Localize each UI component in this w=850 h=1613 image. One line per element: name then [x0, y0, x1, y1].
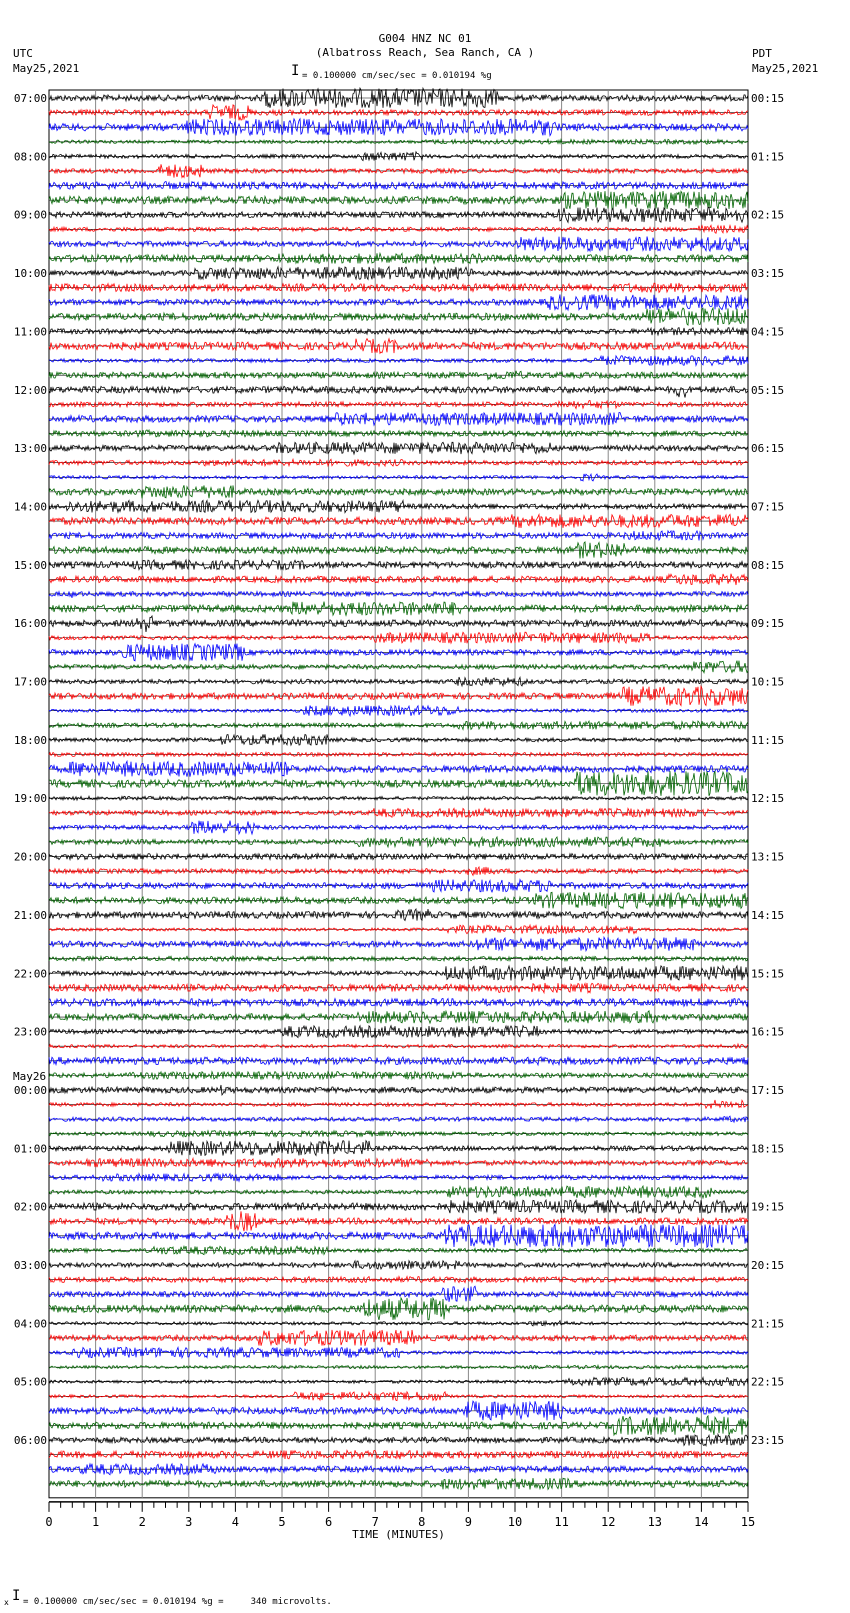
- x-tick-label: 1: [91, 1514, 100, 1529]
- pdt-hour-label: 14:15: [751, 908, 785, 922]
- utc-hour-label: 06:00: [13, 1434, 47, 1448]
- x-tick-label: 12: [600, 1514, 616, 1529]
- station-location: (Albatross Reach, Sea Ranch, CA ): [315, 46, 535, 59]
- utc-hour-label: 17:00: [13, 675, 47, 689]
- pdt-hour-label: 19:15: [751, 1200, 785, 1214]
- pdt-hour-label: 20:15: [751, 1259, 785, 1272]
- x-tick-label: 6: [324, 1514, 333, 1529]
- pdt-hour-label: 13:15: [751, 850, 785, 864]
- utc-hour-label: 22:00: [13, 967, 47, 981]
- pdt-hour-label: 06:15: [751, 442, 785, 456]
- x-tick-label: 13: [647, 1514, 663, 1529]
- utc-hour-label: 12:00: [13, 383, 47, 397]
- x-tick-label: 11: [554, 1514, 569, 1529]
- utc-hour-label: 00:00: [13, 1083, 47, 1097]
- seismic-trace: [49, 401, 748, 409]
- left-date: May25,2021: [13, 62, 80, 75]
- seismic-trace: [49, 796, 748, 800]
- utc-hour-label: 19:00: [13, 792, 47, 806]
- seismic-trace: [49, 616, 748, 632]
- x-tick-label: 5: [278, 1514, 286, 1529]
- seismic-trace: [49, 966, 748, 981]
- utc-hour-label: 08:00: [13, 150, 47, 164]
- pdt-hour-label: 01:15: [751, 150, 785, 164]
- x-axis-title: TIME (MINUTES): [352, 1527, 445, 1541]
- pdt-hour-label: 17:15: [751, 1083, 785, 1097]
- pdt-hour-label: 03:15: [751, 267, 785, 281]
- x-tick-label: 3: [185, 1514, 193, 1529]
- utc-hour-label: 02:00: [13, 1200, 47, 1214]
- utc-hour-label: 03:00: [13, 1259, 47, 1272]
- pdt-hour-label: 21:15: [751, 1317, 785, 1331]
- footer-marker: x: [4, 1598, 9, 1607]
- pdt-hour-label: 18:15: [751, 1142, 785, 1156]
- utc-hour-label: 23:00: [13, 1025, 47, 1039]
- pdt-hour-label: 04:15: [751, 325, 785, 339]
- utc-hour-label: 07:00: [13, 92, 47, 105]
- pdt-hour-label: 22:15: [751, 1375, 785, 1389]
- utc-hour-label: 15:00: [13, 558, 47, 572]
- utc-hour-label: 16:00: [13, 617, 47, 631]
- left-timezone: UTC: [13, 47, 33, 60]
- x-tick-label: 15: [740, 1514, 756, 1529]
- utc-hour-label: 10:00: [13, 267, 47, 281]
- pdt-hour-label: 23:15: [751, 1434, 785, 1448]
- footer-scale-bar-icon: I: [12, 1588, 21, 1604]
- x-tick-label: 14: [694, 1514, 709, 1529]
- seismic-trace: [49, 371, 748, 380]
- pdt-hour-label: 07:15: [751, 500, 785, 514]
- header-scale-text: = 0.100000 cm/sec/sec = 0.010194 %g: [302, 71, 492, 81]
- pdt-hour-label: 00:15: [751, 92, 785, 105]
- x-tick-label: 9: [464, 1514, 473, 1529]
- date-change-label: May26: [13, 1069, 47, 1083]
- seismic-trace: [49, 225, 748, 233]
- x-tick-label: 8: [418, 1514, 426, 1529]
- scale-bar-icon: I: [291, 63, 300, 79]
- pdt-hour-label: 02:15: [751, 208, 785, 222]
- utc-hour-label: 09:00: [13, 208, 47, 222]
- x-tick-label: 7: [371, 1514, 379, 1529]
- pdt-hour-label: 10:15: [751, 675, 785, 689]
- x-tick-label: 10: [507, 1514, 523, 1529]
- pdt-hour-label: 09:15: [751, 617, 785, 631]
- utc-hour-label: 14:00: [13, 500, 47, 514]
- station-title: G004 HNZ NC 01: [378, 32, 472, 45]
- pdt-hour-label: 05:15: [751, 383, 785, 397]
- pdt-hour-label: 12:15: [751, 792, 785, 806]
- seismic-trace: [49, 386, 748, 397]
- utc-hour-label: 01:00: [13, 1142, 47, 1156]
- seismic-trace: [49, 1321, 748, 1326]
- seismic-trace: [49, 592, 748, 598]
- x-tick-label: 0: [45, 1514, 53, 1529]
- x-tick-label: 2: [138, 1514, 146, 1529]
- pdt-hour-label: 16:15: [751, 1025, 785, 1039]
- pdt-hour-label: 11:15: [751, 733, 785, 747]
- right-date: May25,2021: [752, 62, 819, 75]
- pdt-hour-label: 08:15: [751, 558, 785, 572]
- utc-hour-label: 13:00: [13, 442, 47, 456]
- footer-scale-text: = 0.100000 cm/sec/sec = 0.010194 %g = 340 microvolts.: [23, 1597, 332, 1607]
- utc-hour-label: 18:00: [13, 733, 47, 747]
- utc-hour-label: 20:00: [13, 850, 47, 864]
- utc-hour-label: 04:00: [13, 1317, 47, 1331]
- right-timezone: PDT: [752, 47, 772, 60]
- utc-hour-label: 21:00: [13, 908, 47, 922]
- x-tick-label: 4: [231, 1514, 240, 1529]
- utc-hour-label: 05:00: [13, 1375, 47, 1389]
- utc-hour-label: 11:00: [13, 325, 47, 339]
- pdt-hour-label: 15:15: [751, 967, 785, 981]
- seismic-trace: [49, 253, 748, 263]
